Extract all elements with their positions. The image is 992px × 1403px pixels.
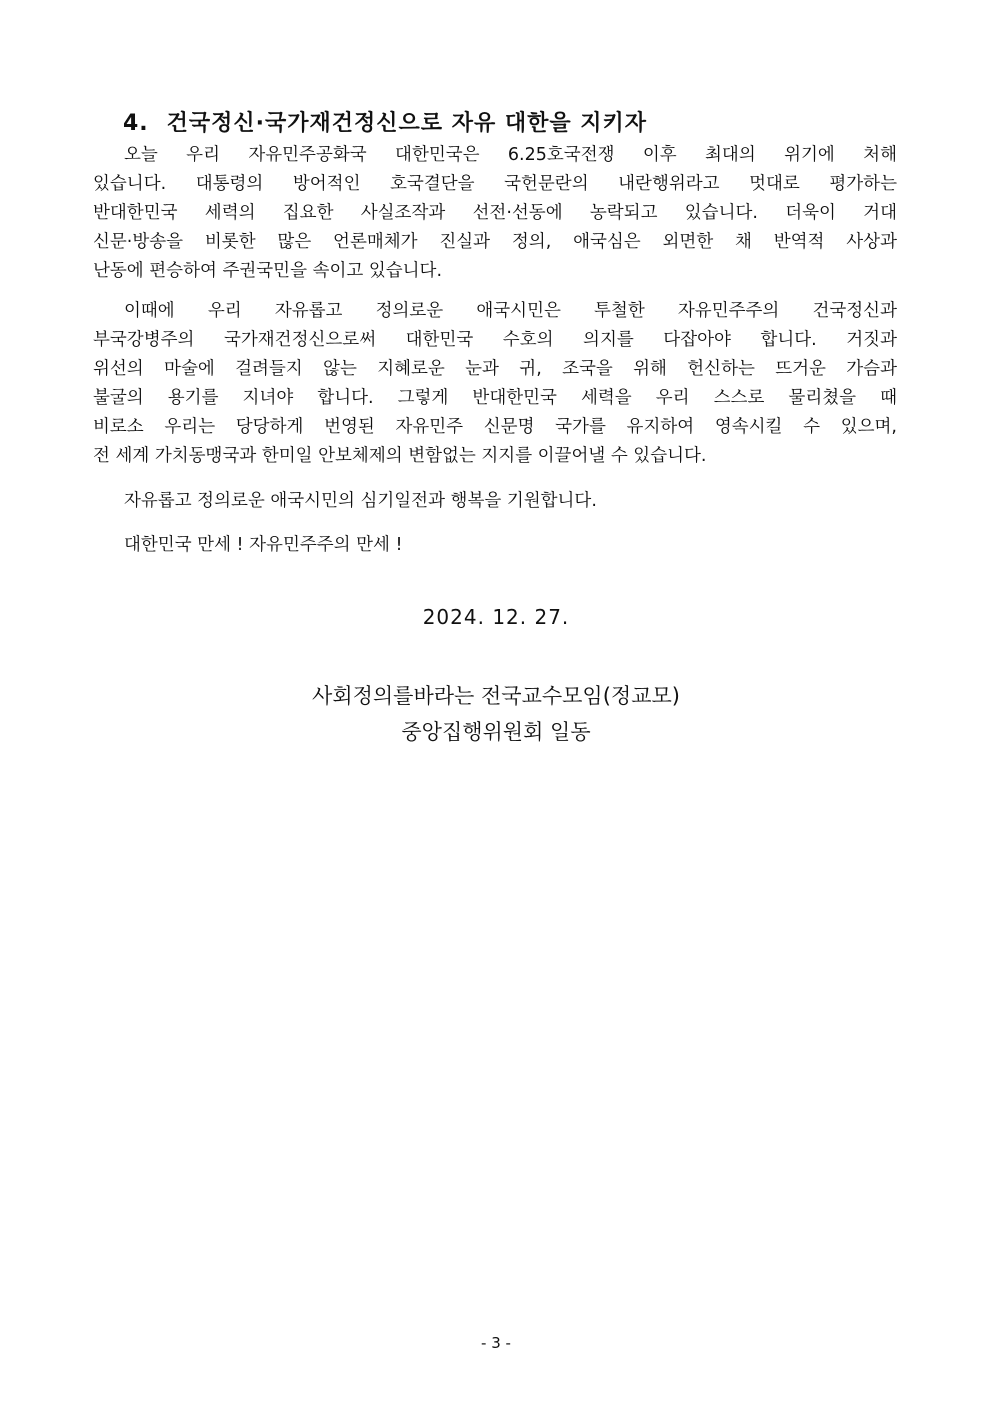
paragraph-line: 반대한민국 세력의 집요한 사실조작과 선전·선동에 농락되고 있습니다. 더욱이 거대 (93, 203, 897, 223)
section-number: 4. (123, 111, 149, 136)
closing-cheer: 대한민국 만세 ! 자유민주주의 만세 ! (124, 535, 403, 555)
paragraph-line: 이때에 우리 자유롭고 정의로운 애국시민은 투철한 자유민주주의 건국정신과 (124, 301, 897, 321)
paragraph-line: 난동에 편승하여 주권국민을 속이고 있습니다. (93, 261, 443, 281)
paragraph-2 (93, 297, 897, 471)
paragraph-line: 신문·방송을 비롯한 많은 언론매체가 진실과 정의, 애국심은 외면한 채 반역적 사상과 (93, 232, 897, 252)
section-title: 건국정신·국가재건정신으로 자유 대한을 지키자 (166, 111, 648, 136)
signature-committee: 중앙집행위원회 일동 (401, 720, 591, 744)
paragraph-line: 비로소 우리는 당당하게 번영된 자유민주 신문명 국가를 유지하여 영속시킬 수 있으며, (93, 417, 897, 437)
paragraph-line: 오늘 우리 자유민주공화국 대한민국은 6.25호국전쟁 이후 최대의 위기에 처해 (124, 145, 897, 165)
paragraph-line: 전 세계 가치동맹국과 한미일 안보체제의 변함없는 지지를 이끌어낼 수 있습니다. (93, 446, 707, 466)
signature-organization: 사회정의를바라는 전국교수모임(정교모) (312, 684, 680, 708)
page-number: - 3 - (481, 1334, 511, 1352)
paragraph-line: 위선의 마술에 걸려들지 않는 지혜로운 눈과 귀, 조국을 위해 헌신하는 뜨거운 가슴과 (93, 359, 897, 379)
paragraph-line: 부국강병주의 국가재건정신으로써 대한민국 수호의 의지를 다잡아야 합니다. 거짓과 (93, 330, 897, 350)
closing-wish: 자유롭고 정의로운 애국시민의 심기일전과 행복을 기원합니다. (124, 491, 597, 511)
paragraph-line: 있습니다. 대통령의 방어적인 호국결단을 국헌문란의 내란행위라고 멋대로 평가하는 (93, 174, 897, 194)
paragraph-1 (93, 141, 897, 286)
paragraph-line: 불굴의 용기를 지녀야 합니다. 그렇게 반대한민국 세력을 우리 스스로 물리쳤을 때 (93, 388, 897, 408)
section-heading (123, 106, 647, 137)
document-date: 2024. 12. 27. (422, 605, 570, 629)
